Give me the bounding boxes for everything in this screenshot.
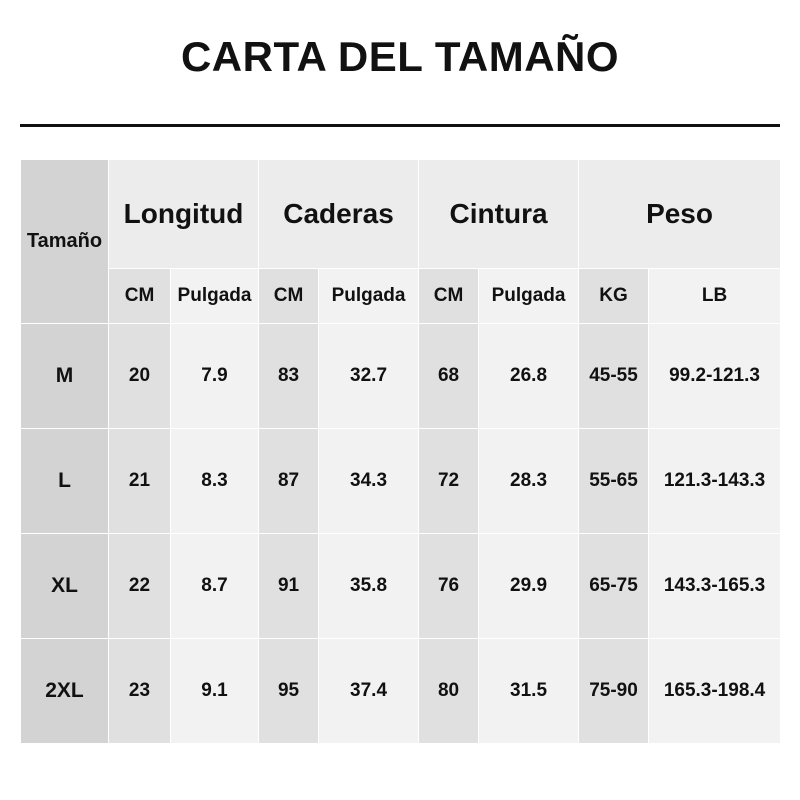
cell-weight-lb: 121.3-143.3	[649, 429, 781, 534]
cell-weight-kg: 65-75	[579, 534, 649, 639]
header-length-inch: Pulgada	[171, 269, 259, 324]
cell-weight-lb: 99.2-121.3	[649, 324, 781, 429]
header-weight-kg: KG	[579, 269, 649, 324]
cell-weight-kg: 75-90	[579, 639, 649, 744]
table-header	[21, 160, 781, 324]
cell-weight-lb: 143.3-165.3	[649, 534, 781, 639]
table-row	[21, 324, 781, 429]
table-body	[21, 324, 781, 744]
table-unit-header-row	[21, 269, 781, 324]
cell-length-cm: 20	[109, 324, 171, 429]
cell-hips-cm: 83	[259, 324, 319, 429]
cell-waist-inch: 31.5	[479, 639, 579, 744]
cell-length-inch: 8.7	[171, 534, 259, 639]
header-hips-cm: CM	[259, 269, 319, 324]
cell-waist-inch: 26.8	[479, 324, 579, 429]
header-length-cm: CM	[109, 269, 171, 324]
cell-waist-cm: 68	[419, 324, 479, 429]
cell-length-cm: 21	[109, 429, 171, 534]
cell-weight-kg: 55-65	[579, 429, 649, 534]
header-hips-inch: Pulgada	[319, 269, 419, 324]
cell-weight-kg: 45-55	[579, 324, 649, 429]
cell-hips-inch: 32.7	[319, 324, 419, 429]
cell-hips-inch: 34.3	[319, 429, 419, 534]
cell-length-cm: 23	[109, 639, 171, 744]
header-waist-cm: CM	[419, 269, 479, 324]
cell-hips-cm: 87	[259, 429, 319, 534]
cell-size: L	[21, 429, 109, 534]
header-waist: Cintura	[419, 160, 579, 269]
table-row	[21, 639, 781, 744]
cell-size: 2XL	[21, 639, 109, 744]
cell-size: XL	[21, 534, 109, 639]
table-row	[21, 429, 781, 534]
cell-hips-inch: 35.8	[319, 534, 419, 639]
size-chart-table-wrapper	[20, 159, 780, 744]
header-hips: Caderas	[259, 160, 419, 269]
page-title: CARTA DEL TAMAÑO	[180, 33, 620, 80]
cell-length-inch: 7.9	[171, 324, 259, 429]
table-row	[21, 534, 781, 639]
cell-waist-cm: 76	[419, 534, 479, 639]
cell-hips-inch: 37.4	[319, 639, 419, 744]
header-size: Tamaño	[21, 160, 109, 324]
header-waist-inch: Pulgada	[479, 269, 579, 324]
table-group-header-row	[21, 160, 781, 269]
cell-waist-inch: 29.9	[479, 534, 579, 639]
cell-waist-cm: 72	[419, 429, 479, 534]
cell-length-inch: 9.1	[171, 639, 259, 744]
cell-hips-cm: 95	[259, 639, 319, 744]
header-length: Longitud	[109, 160, 259, 269]
header-weight-lb: LB	[649, 269, 781, 324]
cell-waist-cm: 80	[419, 639, 479, 744]
cell-waist-inch: 28.3	[479, 429, 579, 534]
title-divider	[20, 124, 780, 127]
cell-size: M	[21, 324, 109, 429]
cell-hips-cm: 91	[259, 534, 319, 639]
cell-weight-lb: 165.3-198.4	[649, 639, 781, 744]
cell-length-inch: 8.3	[171, 429, 259, 534]
cell-length-cm: 22	[109, 534, 171, 639]
size-chart-table	[20, 159, 781, 744]
header-weight: Peso	[579, 160, 781, 269]
